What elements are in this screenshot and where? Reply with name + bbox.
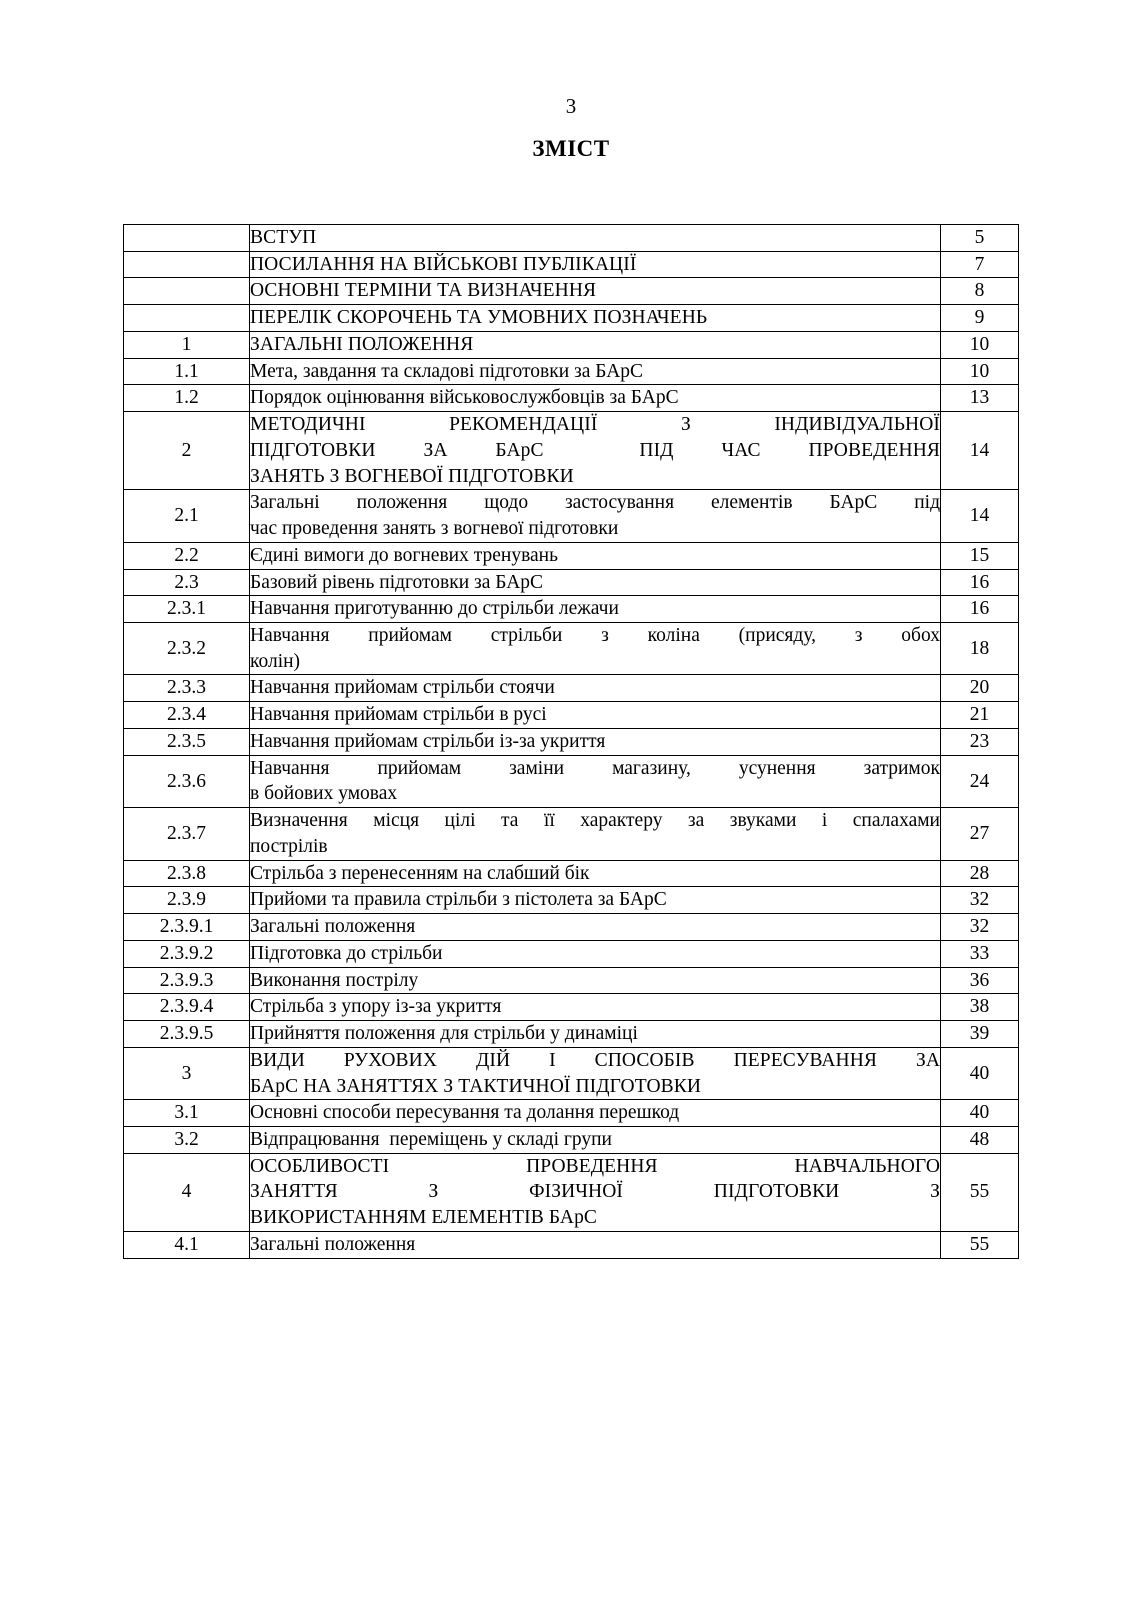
toc-section-number: 2.3.6 xyxy=(124,755,250,807)
toc-page-number[interactable]: 16 xyxy=(941,569,1019,596)
toc-row xyxy=(124,490,1019,542)
toc-entry-line: Навчання приготуванню до стрільби лежачи xyxy=(250,598,619,620)
toc-entry-line: Навчання прийомам стрільби в русі xyxy=(250,704,547,726)
toc-section-number: 2.3.5 xyxy=(124,728,250,755)
toc-row xyxy=(124,1047,1019,1099)
toc-row xyxy=(124,967,1019,994)
toc-row xyxy=(124,728,1019,755)
toc-section-number: 3.1 xyxy=(124,1100,250,1127)
toc-entry-line: ЗАНЯТЬ З ВОГНЕВОЇ ПІДГОТОВКИ xyxy=(250,465,574,487)
toc-table xyxy=(123,224,1019,1259)
toc-row xyxy=(124,940,1019,967)
toc-table-body xyxy=(124,225,1019,1259)
toc-page-number[interactable]: 40 xyxy=(941,1047,1019,1099)
toc-entry-line: пострілів xyxy=(250,835,328,857)
toc-entry-title[interactable] xyxy=(250,542,941,569)
toc-page-number[interactable]: 38 xyxy=(941,994,1019,1021)
toc-page-number[interactable]: 15 xyxy=(941,542,1019,569)
toc-row xyxy=(124,1100,1019,1127)
toc-page-number[interactable]: 21 xyxy=(941,702,1019,729)
toc-entry-line: ПІДГОТОВКИ ЗА БАрС ПІД ЧАС ПРОВЕДЕННЯ xyxy=(250,439,940,461)
toc-page-number[interactable]: 14 xyxy=(941,490,1019,542)
page-title: ЗМІСТ xyxy=(532,136,610,161)
toc-entry-title[interactable] xyxy=(250,808,941,860)
toc-entry-line: Підготовка до стрільби xyxy=(250,942,443,964)
toc-page-number[interactable]: 36 xyxy=(941,967,1019,994)
toc-entry-title[interactable] xyxy=(250,994,941,1021)
toc-entry-line: Навчання прийомам стрільби з коліна (присяду, з обох xyxy=(250,625,940,647)
toc-entry-line: ЗАГАЛЬНІ ПОЛОЖЕННЯ xyxy=(250,333,474,355)
toc-row xyxy=(124,1231,1019,1258)
toc-page-number[interactable]: 40 xyxy=(941,1100,1019,1127)
toc-section-number: 2.3.9.5 xyxy=(124,1021,250,1048)
toc-row xyxy=(124,385,1019,412)
toc-section-number: 2.2 xyxy=(124,542,250,569)
toc-section-number: 4 xyxy=(124,1153,250,1231)
toc-row xyxy=(124,1021,1019,1048)
toc-section-number: 3 xyxy=(124,1047,250,1099)
toc-row xyxy=(124,887,1019,914)
toc-section-number: 1 xyxy=(124,331,250,358)
toc-entry-title[interactable] xyxy=(250,728,941,755)
toc-row xyxy=(124,358,1019,385)
toc-entry-line: Єдині вимоги до вогневих тренувань xyxy=(250,544,559,566)
toc-entry-title[interactable] xyxy=(250,860,941,887)
toc-entry-line: МЕТОДИЧНІ РЕКОМЕНДАЦІЇ З ІНДИВІДУАЛЬНОЇ xyxy=(250,414,940,436)
toc-row xyxy=(124,412,1019,490)
toc-page-number[interactable]: 10 xyxy=(941,358,1019,385)
toc-entry-title[interactable] xyxy=(250,1126,941,1153)
toc-row xyxy=(124,1153,1019,1231)
toc-page-number[interactable]: 13 xyxy=(941,385,1019,412)
toc-entry-line: Мета, завдання та складові підготовки за БАрС xyxy=(250,360,644,382)
toc-entry-title[interactable] xyxy=(250,702,941,729)
toc-section-number: 2.3 xyxy=(124,569,250,596)
toc-page-number[interactable]: 48 xyxy=(941,1126,1019,1153)
toc-page-number[interactable]: 18 xyxy=(941,623,1019,675)
toc-section-number: 2.3.9.3 xyxy=(124,967,250,994)
table-of-contents xyxy=(123,224,1018,1259)
toc-entry-title[interactable] xyxy=(250,305,941,332)
toc-entry-title[interactable] xyxy=(250,358,941,385)
toc-row xyxy=(124,596,1019,623)
toc-row xyxy=(124,702,1019,729)
toc-entry-line: Загальні положення xyxy=(250,916,416,938)
toc-entry-title[interactable] xyxy=(250,596,941,623)
toc-section-number: 2.3.1 xyxy=(124,596,250,623)
toc-entry-line: Навчання прийомам заміни магазину, усунення затримок xyxy=(250,757,940,779)
toc-entry-title[interactable] xyxy=(250,675,941,702)
toc-entry-title[interactable] xyxy=(250,1231,941,1258)
toc-entry-title[interactable] xyxy=(250,1047,941,1099)
toc-entry-line: Навчання прийомам стрільби стоячи xyxy=(250,677,555,699)
toc-page-number[interactable]: 28 xyxy=(941,860,1019,887)
toc-entry-line: ОСНОВНІ ТЕРМІНИ ТА ВИЗНАЧЕННЯ xyxy=(250,280,597,302)
toc-section-number: 3.2 xyxy=(124,1126,250,1153)
toc-entry-line: Стрільба з упору із-за укриття xyxy=(250,996,502,1018)
toc-page-number[interactable]: 55 xyxy=(941,1231,1019,1258)
toc-row xyxy=(124,251,1019,278)
toc-row xyxy=(124,542,1019,569)
toc-entry-title[interactable] xyxy=(250,331,941,358)
toc-entry-line: ВИКОРИСТАННЯМ ЕЛЕМЕНТІВ БАрС xyxy=(250,1207,598,1229)
toc-entry-line: Базовий рівень підготовки за БАрС xyxy=(250,571,544,593)
toc-entry-line: Навчання прийомам стрільби із-за укриття xyxy=(250,730,606,752)
toc-page-number[interactable]: 33 xyxy=(941,940,1019,967)
toc-section-number: 2.3.9.2 xyxy=(124,940,250,967)
toc-page-number[interactable]: 39 xyxy=(941,1021,1019,1048)
toc-page-number[interactable]: 24 xyxy=(941,755,1019,807)
toc-entry-line: ВСТУП xyxy=(250,227,317,248)
toc-section-number: 1.1 xyxy=(124,358,250,385)
toc-entry-title[interactable] xyxy=(250,914,941,941)
toc-entry-line: ВИДИ РУХОВИХ ДІЙ І СПОСОБІВ ПЕРЕСУВАННЯ ЗА xyxy=(250,1049,940,1071)
toc-section-number xyxy=(124,225,250,252)
toc-page-number[interactable]: 14 xyxy=(941,412,1019,490)
toc-page-number[interactable]: 32 xyxy=(941,914,1019,941)
toc-section-number: 2.3.4 xyxy=(124,702,250,729)
toc-entry-title[interactable] xyxy=(250,385,941,412)
toc-entry-title[interactable] xyxy=(250,251,941,278)
toc-page-number[interactable]: 20 xyxy=(941,675,1019,702)
toc-entry-line: Прийняття положення для стрільби у динаміці xyxy=(250,1023,638,1045)
toc-page-number[interactable]: 16 xyxy=(941,596,1019,623)
toc-entry-line: ЗАНЯТТЯ З ФІЗИЧНОЇ ПІДГОТОВКИ З xyxy=(250,1181,940,1203)
toc-entry-line: колін) xyxy=(250,650,301,672)
toc-entry-line: ПОСИЛАННЯ НА ВІЙСЬКОВІ ПУБЛІКАЦІЇ xyxy=(250,253,637,275)
toc-entry-line: Загальні положення xyxy=(250,1233,416,1255)
toc-entry-line: Стрільба з перенесенням на слабший бік xyxy=(250,862,590,884)
toc-entry-title[interactable] xyxy=(250,1021,941,1048)
toc-row xyxy=(124,675,1019,702)
toc-row xyxy=(124,994,1019,1021)
toc-row xyxy=(124,914,1019,941)
toc-section-number xyxy=(124,251,250,278)
toc-row xyxy=(124,860,1019,887)
toc-entry-title[interactable] xyxy=(250,412,941,490)
toc-entry-line: Загальні положення щодо застосування елементів БАрС під xyxy=(250,492,940,514)
toc-section-number: 1.2 xyxy=(124,385,250,412)
toc-entry-line: Порядок оцінювання військовослужбовців за БАрС xyxy=(250,387,679,409)
toc-entry-line: БАрС НА ЗАНЯТТЯХ З ТАКТИЧНОЇ ПІДГОТОВКИ xyxy=(250,1075,702,1097)
toc-entry-line: Визначення місця цілі та її характеру за звуками і спалахами xyxy=(250,810,940,832)
toc-entry-title[interactable] xyxy=(250,490,941,542)
toc-entry-title[interactable] xyxy=(250,623,941,675)
toc-row xyxy=(124,808,1019,860)
toc-row xyxy=(124,278,1019,305)
toc-section-number: 2.3.3 xyxy=(124,675,250,702)
toc-section-number: 4.1 xyxy=(124,1231,250,1258)
toc-page-number[interactable]: 32 xyxy=(941,887,1019,914)
toc-row xyxy=(124,623,1019,675)
toc-entry-line: ПЕРЕЛІК СКОРОЧЕНЬ ТА УМОВНИХ ПОЗНАЧЕНЬ xyxy=(250,307,708,329)
toc-section-number: 2.1 xyxy=(124,490,250,542)
toc-row xyxy=(124,305,1019,332)
toc-entry-title[interactable] xyxy=(250,940,941,967)
toc-row xyxy=(124,755,1019,807)
toc-page-number[interactable]: 8 xyxy=(941,278,1019,305)
toc-entry-line: Основні способи пересування та долання перешкод xyxy=(250,1102,680,1124)
toc-section-number: 2.3.9.1 xyxy=(124,914,250,941)
toc-entry-line: Відпрацювання переміщень у складі групи xyxy=(250,1128,612,1150)
toc-row xyxy=(124,331,1019,358)
toc-entry-title[interactable] xyxy=(250,1100,941,1127)
toc-entry-title[interactable] xyxy=(250,887,941,914)
toc-page-number[interactable]: 27 xyxy=(941,808,1019,860)
toc-section-number xyxy=(124,305,250,332)
toc-entry-line: в бойових умовах xyxy=(250,783,398,805)
toc-entry-title[interactable] xyxy=(250,1153,941,1231)
toc-row xyxy=(124,1126,1019,1153)
toc-row xyxy=(124,569,1019,596)
toc-section-number: 2.3.2 xyxy=(124,623,250,675)
toc-section-number: 2.3.9.4 xyxy=(124,994,250,1021)
toc-page-number[interactable]: 55 xyxy=(941,1153,1019,1231)
toc-page-number[interactable]: 23 xyxy=(941,728,1019,755)
toc-entry-title[interactable] xyxy=(250,967,941,994)
toc-page-number[interactable]: 7 xyxy=(941,251,1019,278)
toc-entry-title[interactable] xyxy=(250,755,941,807)
page-number: 3 xyxy=(565,94,577,118)
toc-row xyxy=(124,225,1019,252)
toc-page-number[interactable]: 10 xyxy=(941,331,1019,358)
toc-entry-line: Прийоми та правила стрільби з пістолета за БАрС xyxy=(250,889,667,911)
toc-section-number: 2 xyxy=(124,412,250,490)
toc-section-number: 2.3.7 xyxy=(124,808,250,860)
toc-section-number: 2.3.8 xyxy=(124,860,250,887)
toc-entry-title[interactable] xyxy=(250,569,941,596)
toc-entry-line: ОСОБЛИВОСТІ ПРОВЕДЕННЯ НАВЧАЛЬНОГО xyxy=(250,1155,940,1177)
toc-entry-line: час проведення занять з вогневої підготовки xyxy=(250,518,619,540)
toc-page-number[interactable]: 9 xyxy=(941,305,1019,332)
toc-section-number xyxy=(124,278,250,305)
toc-entry-title[interactable] xyxy=(250,225,941,252)
toc-entry-line: Виконання пострілу xyxy=(250,969,419,991)
toc-entry-title[interactable] xyxy=(250,278,941,305)
toc-section-number: 2.3.9 xyxy=(124,887,250,914)
toc-page-number[interactable]: 5 xyxy=(941,225,1019,252)
